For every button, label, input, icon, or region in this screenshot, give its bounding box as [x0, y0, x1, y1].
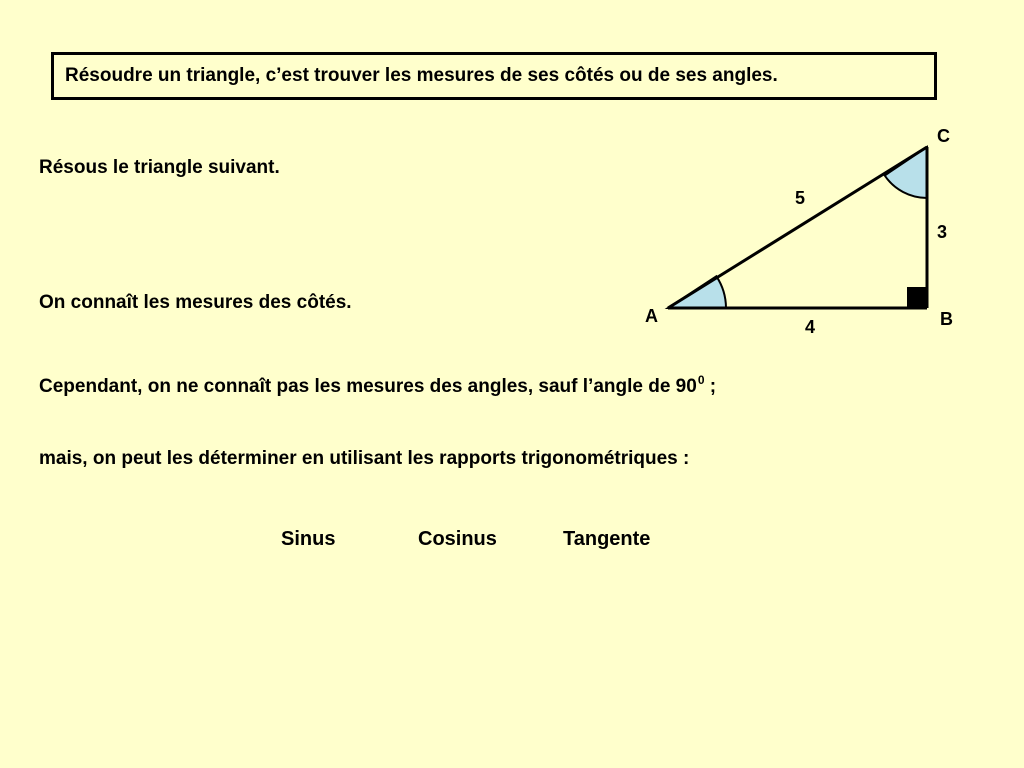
vertex-c-label: C [937, 126, 950, 146]
ratio-sine: Sinus [281, 528, 336, 550]
instruction-text: Résous le triangle suivant. [39, 157, 280, 178]
method-text: mais, on peut les déterminer en utilisant les rapports trigonométriques : [39, 448, 690, 469]
known-sides-text: On connaît les mesures des côtés. [39, 292, 352, 313]
ratio-tangent: Tangente [563, 528, 651, 550]
angle-c-marker [885, 147, 927, 198]
vertex-b-label: B [940, 309, 953, 329]
page-title: Résoudre un triangle, c’est trouver les mesures de ses côtés ou de ses angles. [65, 65, 778, 86]
side-ac [668, 147, 927, 308]
unknown-angles-main: Cependant, on ne connaît pas les mesures des angles, sauf l’angle de 90 [39, 376, 697, 397]
side-ab-length: 4 [805, 317, 816, 337]
right-angle-marker [907, 287, 927, 308]
side-bc-length: 3 [937, 222, 948, 242]
hypotenuse-length: 5 [795, 188, 806, 208]
degree-symbol: 0 [697, 373, 705, 387]
ratio-cosine: Cosinus [418, 528, 497, 550]
vertex-a-label: A [645, 306, 658, 326]
unknown-angles-end: ; [704, 376, 717, 397]
